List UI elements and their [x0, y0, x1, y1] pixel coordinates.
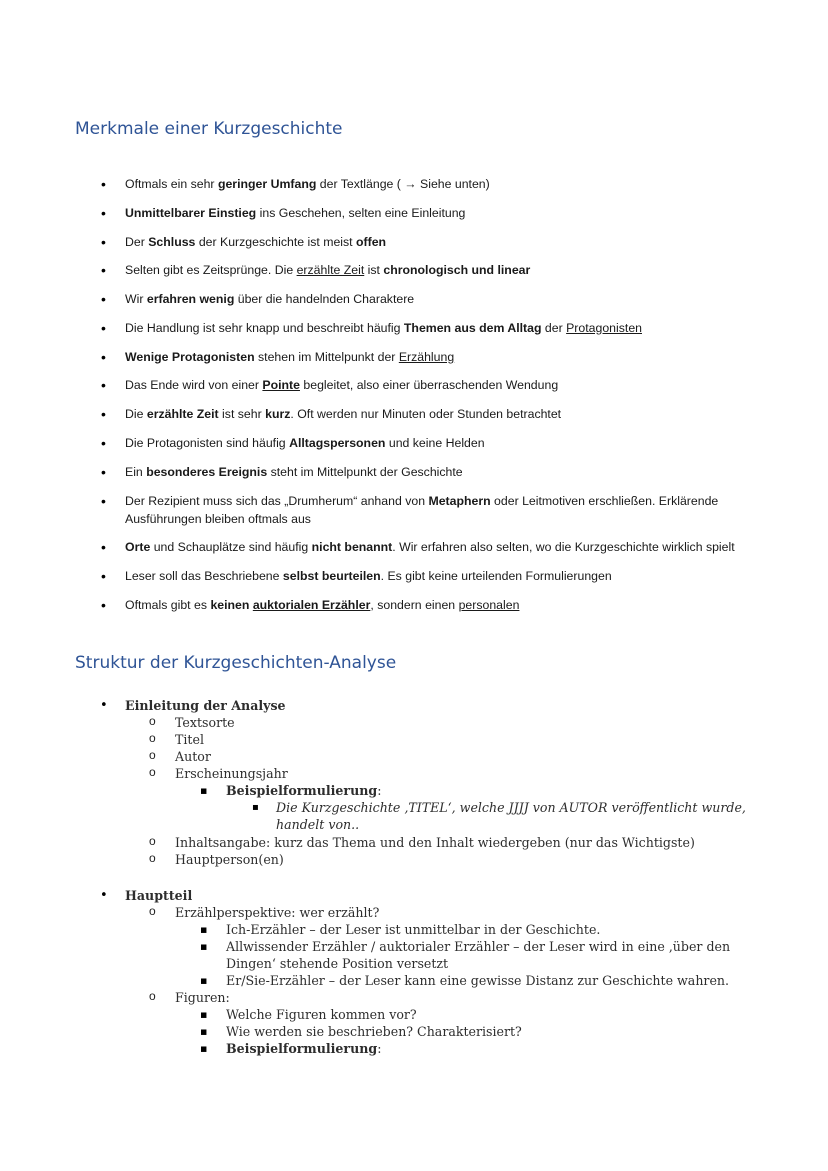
- section-heading-merkmale: Merkmale einer Kurzgeschichte: [75, 119, 343, 139]
- outline-subitem: o Textsorte: [175, 714, 235, 731]
- list-item: • Die Protagonisten sind häufig Alltagspersonen und keine Helden: [125, 434, 775, 452]
- outline-subitem: ▪ Er/Sie-Erzähler – der Leser kann eine gewisse Distanz zur Geschichte wahren.: [226, 972, 729, 989]
- list-item: • Selten gibt es Zeitsprünge. Die erzählte Zeit ist chronologisch und linear: [125, 261, 775, 279]
- list-item: • Wir erfahren wenig über die handelnden Charaktere: [125, 290, 775, 308]
- list-item: • Das Ende wird von einer Pointe begleitet, also einer überraschenden Wendung: [125, 376, 775, 394]
- outline-subitem: o Autor: [175, 748, 211, 765]
- outline-subitem: o Erzählperspektive: wer erzählt?: [175, 904, 379, 921]
- section-heading-struktur: Struktur der Kurzgeschichten-Analyse: [75, 653, 397, 673]
- list-item: • Leser soll das Beschriebene selbst beurteilen. Es gibt keine urteilenden Formulierungen: [125, 567, 775, 585]
- outline-example: ▪ Die Kurzgeschichte ‚TITEL‘, welche JJJJ von AUTOR veröffentlicht wurde,: [276, 799, 746, 816]
- outline-subitem: ▪ Wie werden sie beschrieben? Charakterisiert?: [226, 1023, 522, 1040]
- outline-item-einleitung: • Einleitung der Analyse: [125, 697, 286, 714]
- outline-subitem-continued: Dingen‘ stehende Position versetzt: [226, 956, 449, 971]
- list-item: • Ein besonderes Ereignis steht im Mittelpunkt der Geschichte: [125, 463, 775, 481]
- list-item: • Orte und Schauplätze sind häufig nicht benannt. Wir erfahren also selten, wo die Kurzgeschichte wirklich spielt: [125, 538, 735, 556]
- list-item: • Unmittelbarer Einstieg ins Geschehen, selten eine Einleitung: [125, 204, 775, 222]
- outline-subitem: o Inhaltsangabe: kurz das Thema und den Inhalt wiedergeben (nur das Wichtigste): [175, 834, 695, 851]
- list-item: • Die erzählte Zeit ist sehr kurz. Oft werden nur Minuten oder Stunden betrachtet: [125, 405, 775, 423]
- outline-subitem: ▪ Allwissender Erzähler / auktorialer Erzähler – der Leser wird in eine ‚über den: [226, 938, 730, 955]
- outline-item-hauptteil: • Hauptteil: [125, 887, 192, 904]
- list-item: • Oftmals ein sehr geringer Umfang der Textlänge ( → Siehe unten): [125, 175, 775, 193]
- list-item: • Wenige Protagonisten stehen im Mittelpunkt der Erzählung: [125, 348, 775, 366]
- list-item: • Der Schluss der Kurzgeschichte ist meist offen: [125, 233, 775, 251]
- outline-subitem: ▪ Ich-Erzähler – der Leser ist unmittelbar in der Geschichte.: [226, 921, 600, 938]
- outline-example-continued: handelt von..: [276, 817, 360, 832]
- list-item: • Die Handlung ist sehr knapp und beschreibt häufig Themen aus dem Alltag der Protagonisten: [125, 319, 775, 337]
- list-item: • Der Rezipient muss sich das „Drumherum“ anhand von Metaphern oder Leitmotiven erschließen. Erklärende Ausführungen bleiben oftmals aus: [125, 492, 775, 528]
- outline-subitem: o Titel: [175, 731, 204, 748]
- outline-subitem: o Hauptperson(en): [175, 851, 284, 868]
- outline-subitem: ▪ Beispielformulierung:: [226, 782, 381, 799]
- outline-subitem: o Erscheinungsjahr: [175, 765, 288, 782]
- outline-subitem: ▪ Beispielformulierung:: [226, 1040, 381, 1057]
- list-item: • Oftmals gibt es keinen auktorialen Erzähler, sondern einen personalen: [125, 596, 775, 614]
- outline-subitem: ▪ Welche Figuren kommen vor?: [226, 1006, 417, 1023]
- outline-subitem: o Figuren:: [175, 989, 230, 1006]
